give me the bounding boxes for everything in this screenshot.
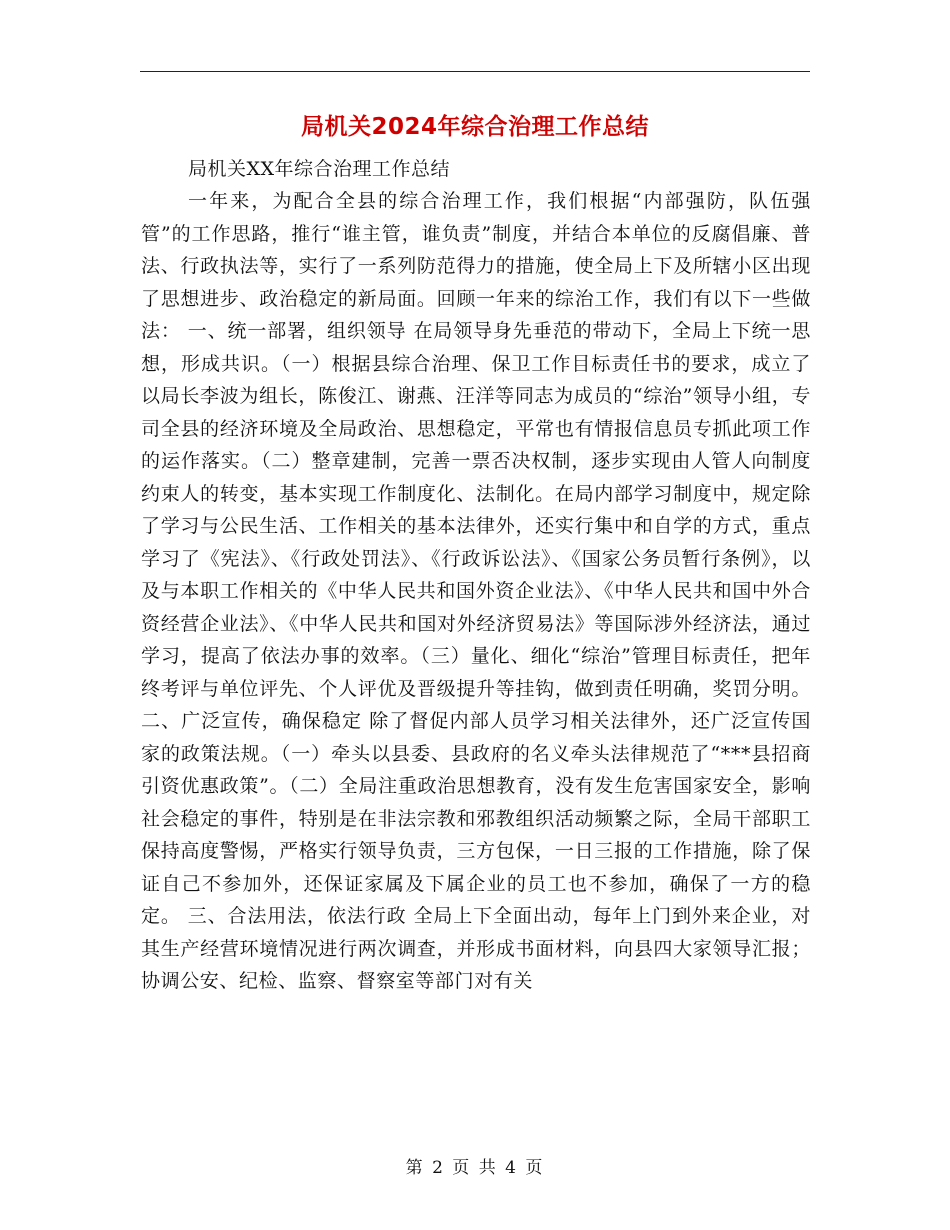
body-paragraph: 一年来，为配合全县的综合治理工作，我们根据“内部强防，队伍强管”的工作思路，推行“谁主管，谁负责”制度，并结合本单位的反腐倡廉、普法、行政执法等，实行了一系列防范得力的措施，使全局上下及所辖小区出现了思想进步、政治稳定的新局面。回顾一年来的综治工作，我们有以下一些做法： 一、统一部署，组织领导 在局领导身先垂范的带动下，全局上下统一思想，形成共识。（一）根据县综合治理、保卫工作目标责任书的要求，成立了以局长李波为组长，陈俊江、谢燕、汪洋等同志为成员的“综治”领导小组，专司全县的经济环境及全局政治、思想稳定，平常也有情报信息员专抓此项工作的运作落实。（二）整章建制，完善一票否决权制，逐步实现由人管人向制度约束人的转变，基本实现工作制度化、法制化。在局内部学习制度中，规定除了学习与公民生活、工作相关的基本法律外，还实行集中和自学的方式，重点学习了《宪法》、《行政处罚法》、《行政诉讼法》、《国家公务员暂行条例》，以及与本职工作相关的《中华人民共和国外资企业法》、《中华人民共和国中外合资经营企业法》、《中华人民共和国对外经济贸易法》等国际涉外经济法，通过学习，提高了依法办事的效率。（三）量化、细化“综治”管理目标责任，把年终考评与单位评先、个人评优及晋级提升等挂钩，做到责任明确，奖罚分明。 二、广泛宣传，确保稳定 除了督促内部人员学习相关法律外，还广泛宣传国家的政策法规。（一）牵头以县委、县政府的名义牵头法律规范了“***县招商引资优惠政策”。（二）全局注重政治思想教育，没有发生危害国家安全，影响社会稳定的事件，特别是在非法宗教和邪教组织活动频繁之际，全局干部职工保持高度警惕，严格实行领导负责，三方包保，一日三报的工作措施，除了保证自己不参加外，还保证家属及下属企业的员工也不参加，确保了一方的稳定。 三、合法用法，依法行政 全局上下全面出动，每年上门到外来企业，对其生产经营环境情况进行两次调查，并形成书面材料，向县四大家领导汇报；协调公安、纪检、监察、督察室等部门对有关 bbox=[141, 190, 811, 992]
document-subtitle: 局机关XX年综合治理工作总结 bbox=[188, 158, 451, 180]
header-rule bbox=[140, 71, 810, 72]
document-title: 局机关2024年综合治理工作总结 bbox=[300, 114, 649, 140]
page-number-footer: 第 2 页 共 4 页 bbox=[405, 1158, 545, 1178]
